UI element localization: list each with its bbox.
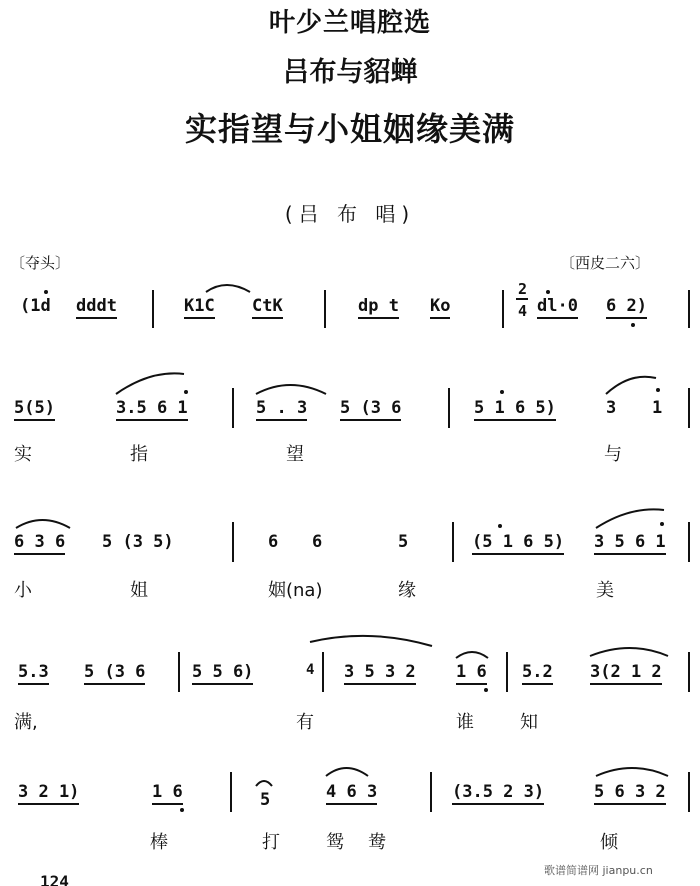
lyric: 打	[262, 832, 280, 853]
octave-dot	[631, 323, 635, 327]
note-group: 3(2 1 2	[590, 662, 662, 685]
slur	[116, 373, 184, 394]
watermark: 歌谱简谱网 jianpu.cn	[544, 864, 653, 877]
lyric: 缘	[398, 580, 416, 601]
note-group: 6 3 6	[14, 532, 65, 555]
note-group: 5.2	[522, 662, 553, 685]
note: 4	[306, 662, 315, 678]
slur	[596, 509, 664, 528]
barline	[688, 772, 690, 812]
lyric: 指	[130, 444, 148, 465]
singer-label: (吕 布 唱)	[284, 202, 416, 226]
note-group: 5 . 3	[256, 398, 307, 421]
lyric: 知	[520, 712, 538, 733]
note-group: K1C	[184, 296, 215, 319]
note-group: dddt	[76, 296, 117, 319]
note-group: 5(5)	[14, 398, 55, 421]
aria-title: 实指望与小姐姻缘美满	[184, 110, 515, 148]
octave-dot	[656, 388, 660, 392]
lyric: 谁	[456, 712, 474, 733]
octave-dot	[660, 522, 664, 526]
barline	[452, 522, 454, 562]
lyric: 鸳	[326, 832, 344, 853]
octave-dot	[498, 524, 502, 528]
note-group: 5 6 3 2	[594, 782, 666, 805]
note-group: 5 (3 5)	[102, 532, 174, 552]
lyric: 倾	[600, 832, 618, 853]
opera-title: 吕布与貂蝉	[282, 57, 418, 88]
barline	[232, 388, 234, 428]
note-group: (1d	[20, 296, 51, 316]
barline	[688, 388, 690, 428]
time-signature-bottom: 4	[518, 302, 528, 320]
lyric: 实	[14, 444, 32, 465]
barline	[232, 522, 234, 562]
octave-dot	[500, 390, 504, 394]
note-group: CtK	[252, 296, 283, 319]
note-group: 3 5 3 2	[344, 662, 416, 685]
lyric: 姐	[130, 580, 148, 601]
note-group: 3 2 1)	[18, 782, 79, 805]
octave-dot	[484, 688, 488, 692]
note: 3	[606, 398, 617, 418]
lyric: 美	[596, 580, 614, 601]
note-group: 5 5 6)	[192, 662, 253, 685]
note-group: 5.3	[18, 662, 49, 685]
lyric: 满,	[14, 712, 38, 733]
barline	[324, 290, 326, 328]
octave-dot	[546, 290, 550, 294]
barline	[430, 772, 432, 812]
note: 5	[398, 532, 409, 552]
note-group: 1 6	[456, 662, 487, 685]
lyric: 有	[296, 712, 314, 733]
barline	[152, 290, 154, 328]
note-group: 5 (3 6	[84, 662, 145, 685]
note-group: 5 1 6 5)	[474, 398, 556, 421]
mode-mark: 〔西皮二六〕	[560, 254, 651, 272]
slur	[606, 377, 656, 394]
note-group: dp t	[358, 296, 399, 319]
slur	[16, 520, 70, 528]
note: 1	[652, 398, 663, 418]
time-signature-line	[516, 298, 528, 300]
slur	[456, 652, 488, 658]
fermata-arc	[256, 781, 272, 786]
barline	[448, 388, 450, 428]
barline	[502, 290, 504, 328]
barline	[322, 652, 324, 692]
slur	[326, 768, 368, 776]
note: 5	[260, 790, 271, 810]
page-number: 124	[40, 872, 69, 886]
note-group: (3.5 2 3)	[452, 782, 544, 805]
note-group: dl·0	[537, 296, 578, 319]
barline	[688, 522, 690, 562]
intro-mark: 〔夺头〕	[10, 254, 71, 272]
note-group: 4 6 3	[326, 782, 377, 805]
note-group: 1 6	[152, 782, 183, 805]
lyric: 姻(na)	[268, 580, 323, 601]
octave-dot	[180, 808, 184, 812]
lyric: 望	[286, 444, 304, 465]
note-group: (5 1 6 5)	[472, 532, 564, 555]
time-signature-top: 2	[518, 280, 528, 298]
barline	[688, 290, 690, 328]
note: 6	[268, 532, 279, 552]
lyric: 鸯	[368, 832, 386, 853]
slur	[256, 385, 326, 394]
note-group: 6 2)	[606, 296, 647, 319]
barline	[230, 772, 232, 812]
note-group: 3 5 6 1	[594, 532, 666, 555]
note-group: Ko	[430, 296, 450, 319]
note: 6	[312, 532, 323, 552]
octave-dot	[44, 290, 48, 294]
barline	[178, 652, 180, 692]
lyric: 小	[14, 580, 32, 601]
note-group: 5 (3 6	[340, 398, 401, 421]
barline	[506, 652, 508, 692]
tie	[206, 285, 250, 292]
note-group: 3.5 6 1	[116, 398, 188, 421]
slur	[590, 648, 668, 656]
barline	[688, 652, 690, 692]
lyric: 棒	[150, 832, 168, 853]
octave-dot	[184, 390, 188, 394]
lyric: 与	[604, 444, 622, 465]
collection-title: 叶少兰唱腔选	[268, 8, 431, 38]
slur	[596, 768, 668, 776]
slur	[310, 636, 432, 646]
